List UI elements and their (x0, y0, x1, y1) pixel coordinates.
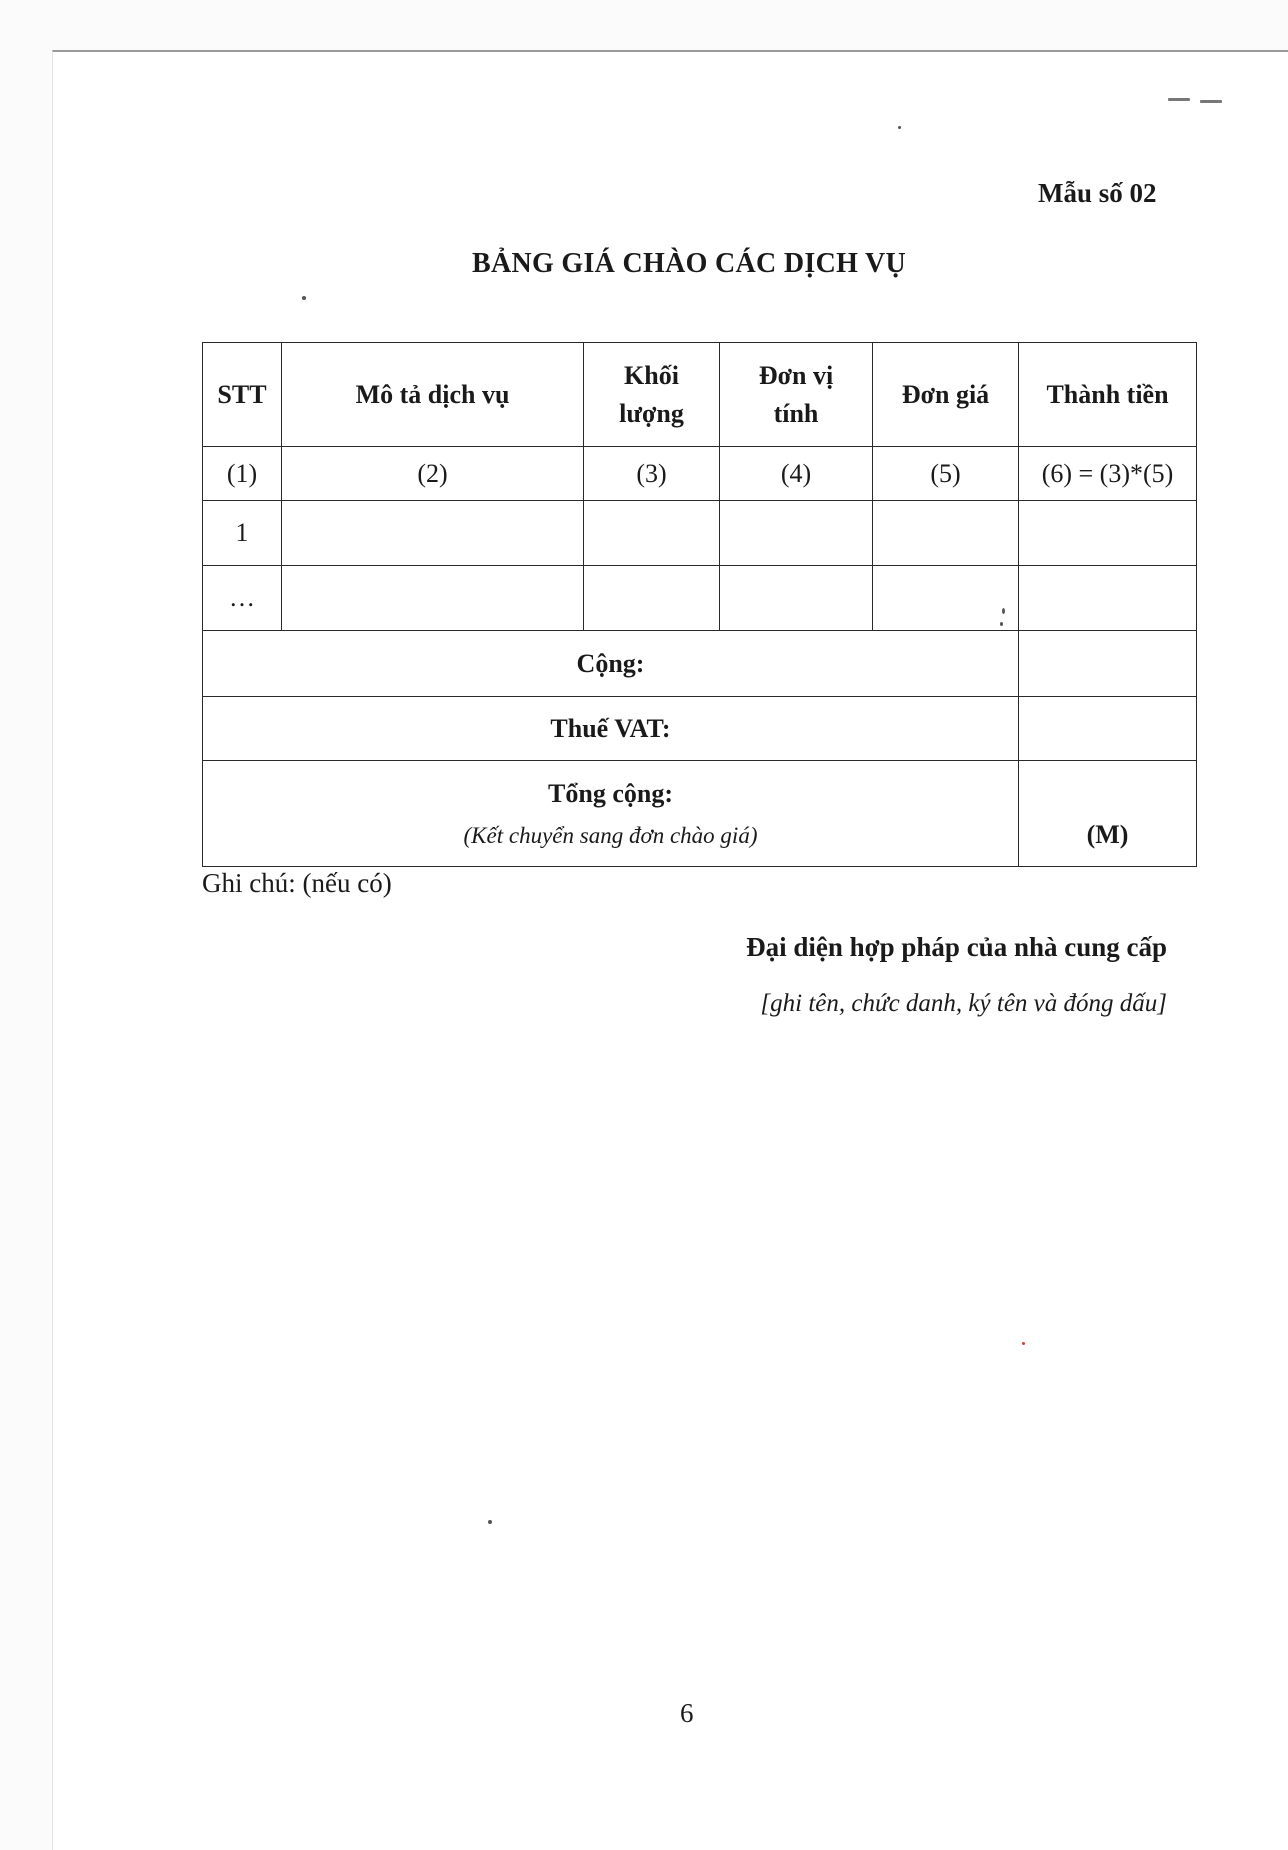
scan-speck (1200, 100, 1222, 103)
table-cell-stt: 1 (203, 501, 282, 566)
transfer-note: (Kết chuyển sang đơn chào giá) (463, 822, 758, 848)
total-row (203, 761, 1197, 867)
table-cell (873, 501, 1019, 566)
column-index-row (203, 447, 1197, 501)
table-cell (282, 501, 584, 566)
column-index: (1) (203, 447, 282, 501)
note-line: Ghi chú: (nếu có) (202, 868, 392, 898)
column-header-amount: Thành tiền (1019, 343, 1197, 447)
column-header-unit (720, 343, 873, 447)
vat-row (203, 697, 1197, 761)
table-cell-stt: … (203, 566, 282, 631)
column-header-unit-label: Đơn vị tính (758, 360, 834, 428)
table-cell (282, 566, 584, 631)
column-index: (5) (873, 447, 1019, 501)
scan-speck (1002, 608, 1005, 614)
document-title: BẢNG GIÁ CHÀO CÁC DỊCH VỤ (472, 248, 907, 279)
signer-instruction: [ghi tên, chức danh, ký tên và đóng dấu] (760, 990, 1167, 1017)
scan-speck (1022, 1342, 1025, 1345)
table-cell (1019, 501, 1197, 566)
total-label: Tổng cộng: (548, 778, 673, 808)
signer-title: Đại diện hợp pháp của nhà cung cấp (746, 932, 1167, 962)
page-number: 6 (680, 1698, 694, 1728)
table-row (203, 566, 1197, 631)
price-quotation-table (202, 342, 1197, 867)
vat-value (1019, 697, 1197, 761)
column-header-quantity-label: Khối lượng (619, 360, 684, 428)
total-label-cell (203, 761, 1019, 867)
scan-speck (488, 1520, 492, 1524)
column-header-unit-price: Đơn giá (873, 343, 1019, 447)
table-row (203, 501, 1197, 566)
form-number: Mẫu số 02 (1038, 178, 1157, 208)
scan-speck (1168, 98, 1190, 101)
column-index: (3) (584, 447, 720, 501)
table-cell (720, 566, 873, 631)
column-header-quantity (584, 343, 720, 447)
total-value: (M) (1019, 761, 1197, 867)
column-index: (6) = (3)*(5) (1019, 447, 1197, 501)
subtotal-row (203, 631, 1197, 697)
table-cell (584, 501, 720, 566)
table-header-row (203, 343, 1197, 447)
column-header-description: Mô tả dịch vụ (282, 343, 584, 447)
table-cell (584, 566, 720, 631)
scan-speck (302, 296, 306, 300)
subtotal-label: Cộng: (203, 631, 1019, 697)
column-index: (2) (282, 447, 584, 501)
table-cell (873, 566, 1019, 631)
vat-label: Thuế VAT: (203, 697, 1019, 761)
scan-speck (898, 126, 901, 129)
column-header-stt: STT (203, 343, 282, 447)
scan-speck (1000, 622, 1003, 626)
subtotal-value (1019, 631, 1197, 697)
column-index: (4) (720, 447, 873, 501)
table-cell (720, 501, 873, 566)
table-cell (1019, 566, 1197, 631)
